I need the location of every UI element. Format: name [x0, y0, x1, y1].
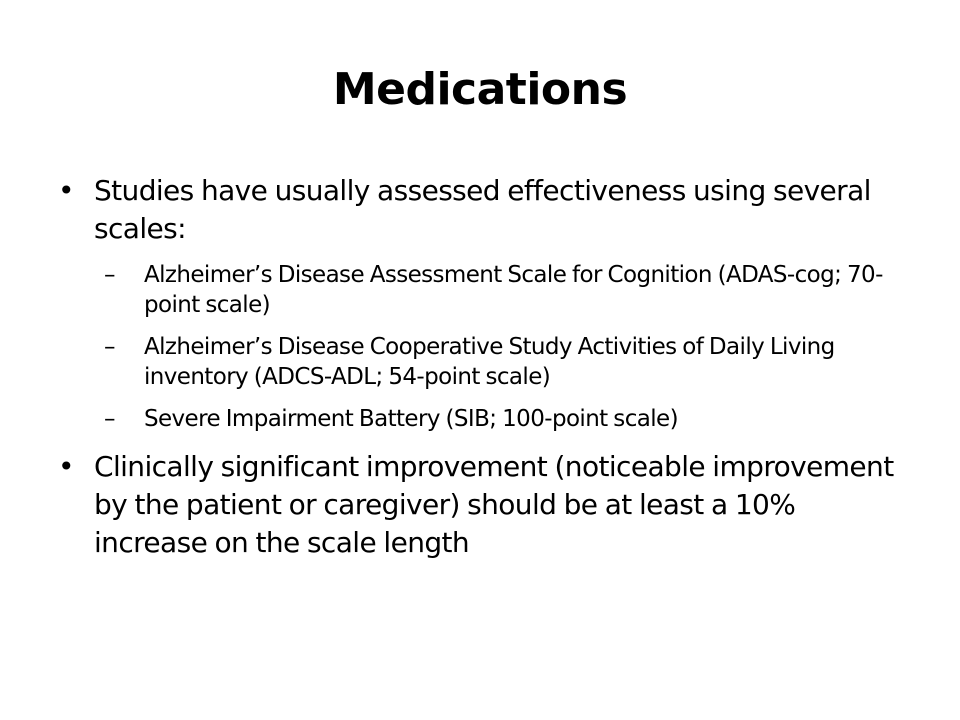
sub-bullet-list	[104, 260, 906, 434]
bullet-dot-icon: •	[58, 450, 74, 483]
dash-icon: –	[104, 334, 115, 360]
sub-bullet-text: Severe Impairment Battery (SIB; 100-point scale)	[144, 406, 678, 432]
sub-bullet-item	[104, 260, 906, 320]
slide-content	[56, 172, 906, 574]
dash-icon: –	[104, 406, 115, 432]
bullet-item	[56, 448, 906, 562]
bullet-text: Studies have usually assessed effectiveness using several scales:	[94, 174, 871, 245]
sub-bullet-text: Alzheimer’s Disease Cooperative Study Activities of Daily Living inventory (ADCS-ADL; 54-point scale)	[144, 334, 835, 390]
bullet-dot-icon: •	[58, 174, 74, 207]
sub-bullet-text: Alzheimer’s Disease Assessment Scale for Cognition (ADAS-cog; 70-point scale)	[144, 262, 883, 318]
bullet-item	[56, 172, 906, 248]
sub-bullet-item	[104, 404, 906, 434]
slide-title: Medications	[332, 64, 628, 115]
sub-bullet-item	[104, 332, 906, 392]
dash-icon: –	[104, 262, 115, 288]
bullet-text: Clinically significant improvement (noticeable improvement by the patient or caregiver) should be at least a 10% increase on the scale length	[94, 450, 894, 559]
